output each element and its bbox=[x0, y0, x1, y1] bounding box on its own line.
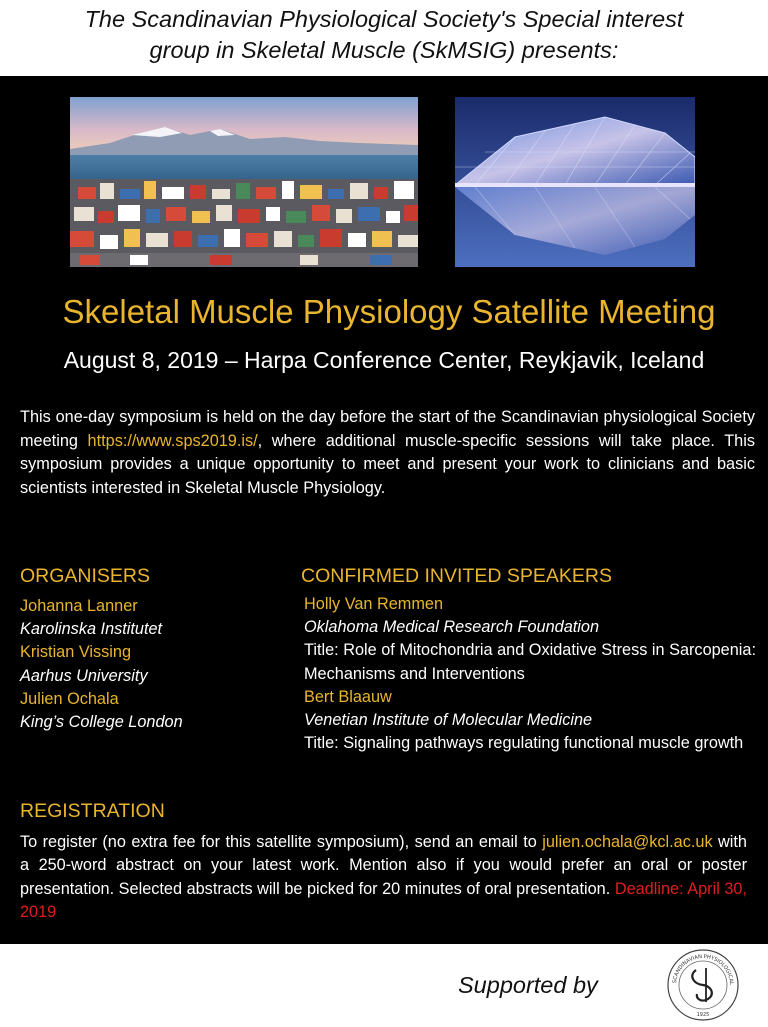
organiser-name: Johanna Lanner bbox=[20, 597, 138, 615]
sps2019-link[interactable]: https://www.sps2019.is/ bbox=[87, 431, 258, 450]
deadline-text: Deadline: April 30, 2019 bbox=[20, 879, 747, 921]
registration-heading: REGISTRATION bbox=[20, 800, 165, 822]
organisers-list bbox=[20, 595, 290, 734]
header-line-2: group in Skeletal Muscle (SkMSIG) presents: bbox=[149, 37, 619, 63]
intro-paragraph bbox=[20, 406, 755, 500]
speaker-name: Holly Van Remmen bbox=[304, 595, 444, 613]
organiser-affiliation: King’s College London bbox=[20, 713, 183, 732]
contact-email-link[interactable]: julien.ochala@kcl.ac.uk bbox=[542, 833, 713, 851]
event-title: Skeletal Muscle Physiology Satellite Meeting bbox=[62, 293, 716, 330]
organisers-heading: ORGANISERS bbox=[20, 565, 151, 587]
logo-ring-text: SCANDINAVIAN PHYSIOLOGICAL bbox=[672, 953, 735, 986]
sps-logo bbox=[666, 948, 740, 1022]
speakers-heading: CONFIRMED INVITED SPEAKERS bbox=[301, 565, 612, 587]
harpa-photo bbox=[455, 97, 695, 267]
intro-text-before-link: This one-day symposium is held on the day before the start of the Scandinavian physiological Society meeting bbox=[20, 408, 755, 450]
event-subtitle: August 8, 2019 – Harpa Conference Center, Reykjavik, Iceland bbox=[63, 347, 705, 373]
registration-paragraph bbox=[20, 831, 747, 924]
speakers-list bbox=[304, 593, 756, 755]
speaker-affiliation: Venetian Institute of Molecular Medicine bbox=[304, 711, 593, 730]
speaker-affiliation: Oklahoma Medical Research Foundation bbox=[304, 618, 600, 637]
header-band bbox=[0, 0, 768, 76]
header-title bbox=[0, 4, 768, 66]
speaker-talk-title: Title: Role of Mitochondria and Oxidative Stress in Sarcopenia: Mechanisms and Interventions bbox=[304, 641, 756, 683]
footer-band bbox=[0, 944, 768, 1024]
speaker-talk-title: Title: Signaling pathways regulating functional muscle growth bbox=[304, 734, 744, 753]
organiser-name: Julien Ochala bbox=[20, 689, 119, 708]
speaker-name: Bert Blaauw bbox=[304, 687, 392, 706]
organiser-name: Kristian Vissing bbox=[20, 643, 132, 662]
reykjavik-photo bbox=[70, 97, 418, 267]
supported-by-label: Supported by bbox=[458, 972, 598, 998]
logo-year: 1925 bbox=[696, 1012, 710, 1018]
registration-text-1: To register (no extra fee for this satellite symposium), send an email to bbox=[20, 833, 543, 851]
header-line-1: The Scandinavian Physiological Society's Special interest bbox=[84, 6, 684, 32]
organiser-affiliation: Aarhus University bbox=[20, 666, 148, 685]
organiser-affiliation: Karolinska Institutet bbox=[20, 620, 163, 639]
registration-text-2: with a 250-word abstract on your latest work. Mention also if you would prefer an oral or poster presentation. Selected abstracts will be picked for 20 minutes of oral presentation. bbox=[20, 833, 747, 898]
intro-text-after-link: , where additional muscle-specific sessions will take place. This symposium provides a unique opportunity to meet and present your work to clinicians and basic scientists interested in Skeletal Muscle Physiology. bbox=[20, 431, 755, 497]
